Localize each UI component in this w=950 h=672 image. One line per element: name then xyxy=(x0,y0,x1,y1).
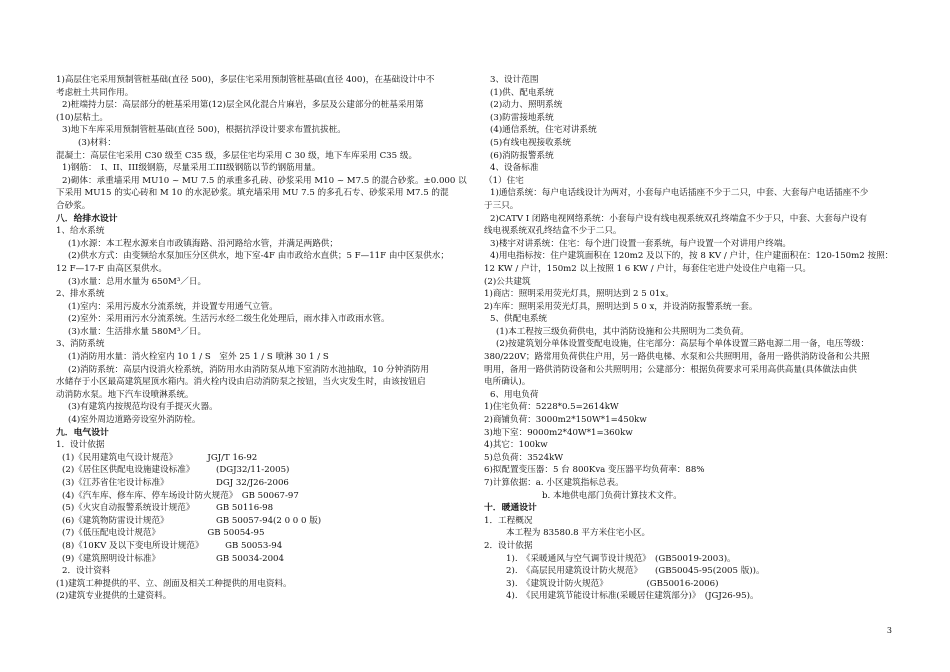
text-line: 3)地下车库采用预制管桩基础(直径 500)，根据抗浮设计要求布置抗拔桩。 xyxy=(62,125,346,136)
text-line: (2)按建筑划分单体设置变配电设施，住宅部分：高层每个单体设置三路电源二用一备，电压等级： xyxy=(496,339,870,350)
text-line: (8)《10KV 及以下变电所设计规范》 GB 50053-94 xyxy=(62,540,283,551)
text-line: 5、供配电系统 xyxy=(490,314,548,325)
text-line: (9)《建筑照明设计标准》 GB 50034-2004 xyxy=(62,553,284,564)
text-line: 3、设计范围 xyxy=(490,75,539,85)
text-line: 3、消防系统 xyxy=(56,339,105,350)
text-line: b. 本地供电部门负荷计算技术文件。 xyxy=(542,490,682,501)
text-line: 1．工程概况 xyxy=(484,515,533,526)
text-line: (2)供水方式：由变频给水泵加压分区供水，地下室-4F 由市政给水直供；5 F—11F 由中区泵供水； xyxy=(68,251,450,262)
page-number: 3 xyxy=(886,626,892,635)
text-line: 2)CATV I 闭路电视网络系统：小套每户设有线电视系统双孔终端盒不少于只，中套、大套每户设有 xyxy=(490,213,868,224)
text-line: 1、给水系统 xyxy=(56,226,105,237)
left-column xyxy=(56,74,474,603)
text-line: (6)《建筑物防雷设计规范》 GB 50057-94(2 0 0 0 版) xyxy=(62,515,322,526)
text-line: 3). 《建筑设计防火规范》 (GB50016-2006) xyxy=(506,578,719,589)
text-line: 2)车库：照明采用荧光灯具，照明达到 5 0 x，并设消防报警系统一套。 xyxy=(484,301,758,312)
text-line: (2)建筑专业提供的土建资料。 xyxy=(56,591,172,602)
text-line: 1)住宅负荷：5228*0.5=2614kW xyxy=(484,402,619,413)
text-line: 380/220V；路常用负荷供住户用，另一路供电梯、水泵和公共照明用，备用一路供消防设备和公共照 xyxy=(484,352,870,363)
text-line: 1)钢筋： I、II、III级钢筋，尽量采用工III级钢筋以节约钢筋用量。 xyxy=(62,163,321,174)
text-line: 动消防水泵。地下汽车设喷淋系统。 xyxy=(56,389,194,400)
text-line: 7)计算依据：a. 小区建筑指标总表。 xyxy=(484,478,624,488)
text-line: (3)水量：总用水量为 650M³／日。 xyxy=(68,276,207,287)
text-line: (5)有线电视接收系统 xyxy=(490,137,571,148)
text-line: 2)商铺负荷：3000m2*150W*1=450kw xyxy=(484,415,647,426)
section-heading: 十．暖通设计 xyxy=(484,503,537,514)
text-line: 明用，备用一路供消防设备和公共照明用；公建部分：根据负荷要求可采用高供高量(具体做法由供 xyxy=(484,364,857,375)
text-line: (1)消防用水量：消火栓室内 10 1 / S 室外 25 1 / S 喷淋 30 1 / S xyxy=(68,352,329,363)
text-line: (10)层粘土。 xyxy=(56,112,109,123)
right-column xyxy=(484,74,900,603)
text-line: 2)桩端持力层：高层部分的桩基采用第(12)层全风化混合片麻岩，多层及公建部分的桩基采用第 xyxy=(62,100,424,111)
text-line: 2、排水系统 xyxy=(56,289,105,300)
text-line: 4). 《民用建筑节能设计标准(采暖居住建筑部分)》 (JGJ26-95)。 xyxy=(506,591,759,602)
text-line: (1)供、配电系统 xyxy=(490,87,554,98)
text-line: (1)水源：本工程水源来自市政镇海路、沿河路给水管，并满足两路供； xyxy=(68,238,338,249)
text-line: (2)《居住区供配电设施建设标准》 (DGJ32/11-2005) xyxy=(62,465,290,476)
text-line: 4、设备标准 xyxy=(490,163,539,174)
text-line: 下采用 MU15 的实心砖和 M 10 的水泥砂浆。填充墙采用 MU 7.5 的多孔石专、砂浆采用 M7.5 的混 xyxy=(56,188,449,199)
text-line: 合砂浆。 xyxy=(56,200,91,211)
section-heading: 八．给排水设计 xyxy=(56,213,118,224)
text-line: 混凝土：高层住宅采用 C30 级至 C35 级，多层住宅均采用 C 30 级，地下车库采用 C35 级。 xyxy=(56,150,418,161)
text-line: 3)地下室：9000m2*40W*1=360kw xyxy=(484,427,633,438)
text-line: 2)砌体：承重墙采用 MU10 ~ MU 7.5 的承重多孔砖、砂浆采用 M10 ~ M7.5 的混合砂浆。±0.000 以 xyxy=(62,175,467,186)
text-line: (3)防雷接地系统 xyxy=(490,112,554,123)
text-line: 1．设计依据 xyxy=(56,440,105,451)
text-line: (2)公共建筑 xyxy=(484,276,531,287)
text-line: 5)总负荷：3524kW xyxy=(484,452,564,463)
text-line: 电所确认)。 xyxy=(484,377,531,388)
text-line: (3)有建筑内按规范均设有手提灭火器。 xyxy=(68,402,218,413)
text-line: 3)楼宇对讲系统：住宅：每个进门设置一套系统，每户设置一个对讲用户终端。 xyxy=(490,238,792,249)
text-line: 1)商店：照明采用荧光灯具，照明达到 2 5 01x。 xyxy=(484,289,674,300)
text-line: 考虑桩土共同作用。 xyxy=(56,87,134,98)
text-line: (2)动力、照明系统 xyxy=(490,100,563,111)
text-line: (5)《火灾自动报警系统设计规范》 GB 50116-98 xyxy=(62,503,274,514)
text-line: (2)消防系统：高层内设消火栓系统，消防用水由消防泵从地下室消防水池抽取，10 分钟消防用 xyxy=(68,364,429,375)
text-line: 线电视系统双孔终结盒不少于二只。 xyxy=(484,226,622,237)
text-line: (1)室内：采用污废水分流系统，并设置专用通气立管。 xyxy=(68,301,278,312)
text-line: (2)室外：采用雨污水分流系统。生活污水经二级生化处理后，雨水排入市政雨水管。 xyxy=(68,314,390,325)
text-line: （1）住宅 xyxy=(484,175,524,186)
text-line: 1)通信系统：每户电话线设计为两对，小套每户电话插座不少于二只，中套、大套每户电话插座不少 xyxy=(490,188,869,199)
text-line: 2．设计依据 xyxy=(484,540,533,551)
text-line: (7)《低压配电设计规范》 GB 50054-95 xyxy=(62,528,265,539)
text-line: (3)材料： xyxy=(78,137,116,148)
text-line: (4)《汽车库、修车库、停车场设计防火规范》 GB 50067-97 xyxy=(62,490,299,501)
text-line: (3)水量：生活排水量 580M³／日。 xyxy=(68,326,207,337)
text-line: (1)本工程按三级负荷供电，其中消防设施和公共照明为二类负荷。 xyxy=(496,326,749,337)
text-line: 1). 《采暖通风与空气调节设计规范》 (GB50019-2003)。 xyxy=(506,553,736,564)
text-line: 12 KW / 户计，150m2 以上按照 1 6 KW / 户计，每套住宅进户处设住户电箱一只。 xyxy=(484,263,812,274)
text-line: (1)《民用建筑电气设计规范》 JGJ/T 16-92 xyxy=(62,452,258,463)
text-line: (1)建筑工种提供的平、立、剖面及相关工种提供的用电资料。 xyxy=(56,578,292,589)
text-line: 4)用电指标按：住户建筑面积在 120m2 及以下的，按 8 KV / 户计，住户建面积在：120-150m2 按照： xyxy=(490,251,894,262)
text-line: 于三只。 xyxy=(484,200,519,211)
text-line: 2). 《高层民用建筑设计防火规范》 (GB50045-95(2005 版))。 xyxy=(506,566,765,577)
text-line: 12 F—17-F 由高区泵供水。 xyxy=(56,263,167,274)
text-line: 4)其它：100kw xyxy=(484,440,548,451)
text-line: 水储存于小区最高建筑屋顶水箱内。消火栓内设由启动消防泵之按钮，当火灾发生时，由该按钮启 xyxy=(56,377,426,388)
text-line: 6)拟配置变压器：5 台 800Kva 变压器平均负荷率：88% xyxy=(484,465,705,476)
text-line: 1)高层住宅采用预制管桩基础(直径 500)，多层住宅采用预制管桩基础(直径 400)，在基础设计中不 xyxy=(56,75,435,85)
text-line: (6)消防报警系统 xyxy=(490,150,554,161)
text-line: 本工程为 83580.8 平方米住宅小区。 xyxy=(506,528,651,539)
text-line: 6、用电负荷 xyxy=(490,389,539,400)
section-heading: 九．电气设计 xyxy=(56,427,109,438)
text-line: (4)室外周边道路旁设室外消防栓。 xyxy=(68,415,201,426)
text-line: (3)《江苏省住宅设计标准》 DGJ 32/J26-2006 xyxy=(62,478,289,488)
text-line: (4)通信系统，住宅对讲系统 xyxy=(490,125,597,136)
text-line: 2．设计资料 xyxy=(62,566,111,577)
